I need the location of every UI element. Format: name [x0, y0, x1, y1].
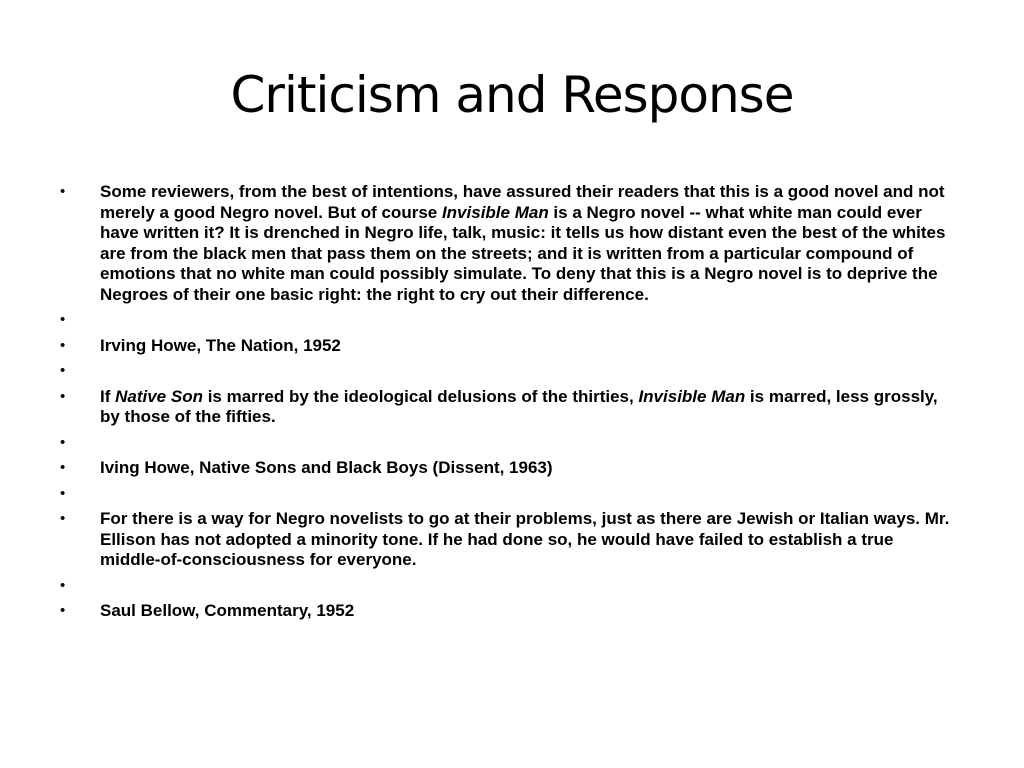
- bullet-dot-icon: •: [60, 433, 66, 451]
- bullet-dot-icon: •: [60, 311, 66, 328]
- bullet-item: [56, 182, 956, 305]
- bullet-item: [56, 601, 956, 622]
- text-run: Saul Bellow, Commentary, 1952: [100, 601, 355, 620]
- text-run: Irving Howe, The Nation, 1952: [100, 335, 341, 355]
- italic-title-text: Invisible Man: [638, 386, 746, 406]
- bullet-item: [56, 484, 956, 505]
- bullet-dot-icon: •: [60, 183, 66, 200]
- bullet-dot-icon: •: [60, 362, 66, 379]
- bullet-text: [100, 336, 341, 355]
- bullet-text: [100, 387, 938, 427]
- text-run: For there is a way for Negro novelists to go at their problems, just as there are Jewish or Italian ways. Mr. Ellison has not adopted a minority tone. If he had done so, he would have failed to establish a true middle-of-consciousness for everyone.: [100, 509, 950, 569]
- bullet-dot-icon: •: [60, 459, 66, 476]
- italic-title-text: Native Son: [115, 386, 203, 406]
- bullet-dot-icon: •: [60, 484, 66, 502]
- bullet-dot-icon: •: [60, 576, 66, 594]
- bullet-dot-icon: •: [60, 387, 66, 405]
- bullet-item: [56, 433, 956, 454]
- bullet-item: [56, 576, 956, 597]
- bullet-text: [100, 458, 553, 477]
- bullet-dot-icon: •: [60, 336, 66, 354]
- text-run: is marred by the ideological delusions of the thirties,: [202, 386, 639, 406]
- text-run: If: [100, 386, 116, 406]
- text-run: is marred, less grossly, by those of the fifties.: [100, 386, 938, 426]
- bullet-item: [56, 387, 956, 428]
- bullet-text: [100, 509, 949, 569]
- bullet-item: [56, 458, 956, 479]
- bullet-item: [56, 336, 956, 357]
- bullet-list: [56, 182, 956, 627]
- text-run: is a Negro novel -- what white man could ever have written it? It is drenched in Negro life, talk, music: it tells us how distant even the best of the whites are from the black men that pass them on the streets; and it is written from a particular compound of emotions that no white man could possibly simulate. To deny that this is a Negro novel is to deprive the Negroes of their one basic right: the right to cry out their difference.: [100, 202, 946, 304]
- bullet-item: [56, 361, 956, 382]
- bullet-item: [56, 310, 956, 331]
- italic-title-text: Invisible Man: [441, 202, 549, 222]
- text-run: Iving Howe, Native Sons and Black Boys (Dissent, 1963): [100, 458, 553, 477]
- bullet-text: [100, 601, 354, 620]
- bullet-item: [56, 509, 956, 571]
- bullet-text: [100, 182, 945, 304]
- bullet-dot-icon: •: [60, 510, 66, 527]
- slide-title: Criticism and Response: [230, 66, 794, 124]
- bullet-dot-icon: •: [60, 602, 66, 619]
- text-run: Some reviewers, from the best of intentions, have assured their readers that this is a good novel and not merely a good Negro novel. But of course: [100, 182, 945, 222]
